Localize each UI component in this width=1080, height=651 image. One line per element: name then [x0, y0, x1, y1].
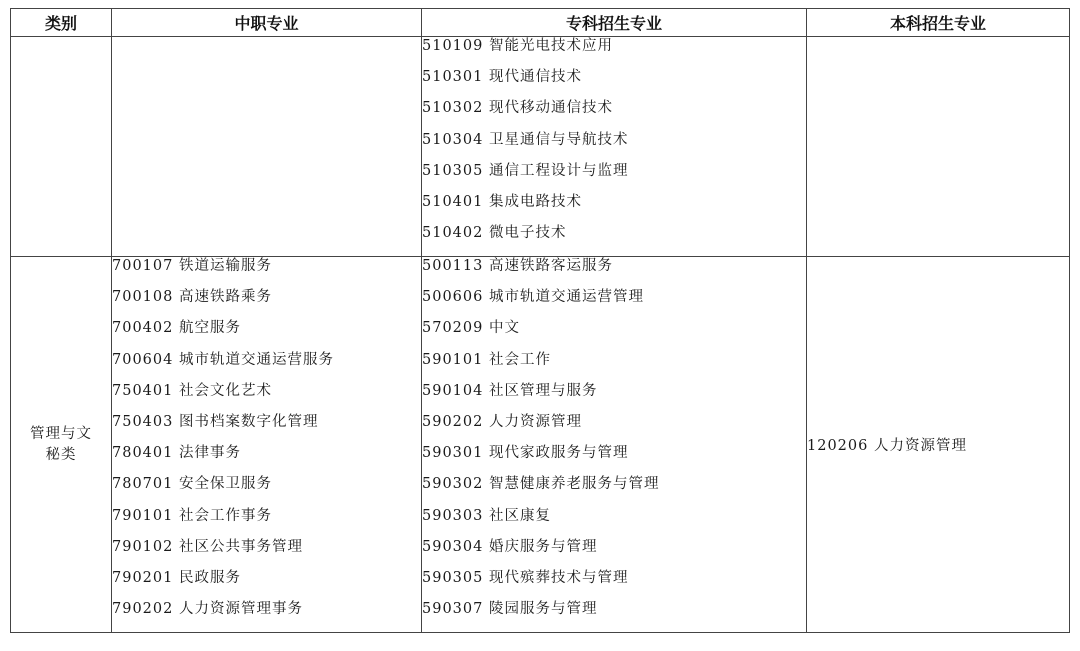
undergraduate-major-cell — [807, 37, 1070, 257]
list-item: 590202 人力资源管理 — [422, 413, 582, 430]
list-item: 590307 陵园服务与管理 — [422, 601, 598, 618]
list-item: 500113 高速铁路客运服务 — [422, 258, 613, 274]
list-item: 750401 社会文化艺术 — [112, 382, 272, 399]
secondary-major-cell — [112, 37, 422, 257]
list-item: 510305 通信工程设计与监理 — [422, 162, 629, 179]
list-item: 510109 智能光电技术应用 — [422, 38, 613, 54]
category-label-line1: 管理与文 — [30, 425, 92, 442]
list-item: 750403 图书档案数字化管理 — [112, 413, 319, 430]
list-item: 790202 人力资源管理事务 — [112, 601, 303, 618]
list-item: 590303 社区康复 — [422, 507, 551, 524]
list-item: 700107 铁道运输服务 — [112, 258, 272, 274]
list-item: 510401 集成电路技术 — [422, 193, 582, 210]
list-item: 590301 现代家政服务与管理 — [422, 445, 629, 462]
list-item: 510302 现代移动通信技术 — [422, 100, 613, 117]
header-junior-college-major: 专科招生专业 — [422, 9, 807, 37]
list-item: 780401 法律事务 — [112, 445, 241, 462]
list-item: 700108 高速铁路乘务 — [112, 289, 272, 306]
list-item: 780701 安全保卫服务 — [112, 476, 272, 493]
junior-college-major-cell — [422, 37, 807, 257]
list-item: 500606 城市轨道交通运营管理 — [422, 289, 644, 306]
list-item: 120206 人力资源管理 — [807, 438, 967, 454]
junior-college-major-cell — [422, 257, 807, 633]
table-row — [11, 257, 1070, 633]
category-label-line2: 秘类 — [45, 446, 77, 463]
list-item: 510301 现代通信技术 — [422, 69, 582, 86]
table-row — [11, 37, 1070, 257]
list-item: 570209 中文 — [422, 320, 520, 337]
header-undergraduate-major: 本科招生专业 — [807, 9, 1070, 37]
undergraduate-major-cell — [807, 257, 1070, 633]
list-item: 790101 社会工作事务 — [112, 507, 272, 524]
list-item: 700604 城市轨道交通运营服务 — [112, 351, 334, 368]
major-catalog-table — [10, 8, 1070, 633]
secondary-major-cell — [112, 257, 422, 633]
category-cell — [11, 37, 112, 257]
list-item: 590302 智慧健康养老服务与管理 — [422, 476, 660, 493]
category-cell — [11, 257, 112, 633]
list-item: 790201 民政服务 — [112, 569, 241, 586]
list-item: 700402 航空服务 — [112, 320, 241, 337]
list-item: 590304 婚庆服务与管理 — [422, 538, 598, 555]
list-item: 590305 现代殡葬技术与管理 — [422, 569, 629, 586]
list-item: 590104 社区管理与服务 — [422, 382, 598, 399]
header-secondary-major: 中职专业 — [112, 9, 422, 37]
list-item: 510402 微电子技术 — [422, 225, 567, 242]
list-item: 790102 社区公共事务管理 — [112, 538, 303, 555]
list-item: 590101 社会工作 — [422, 351, 551, 368]
header-category: 类别 — [11, 9, 112, 37]
list-item: 510304 卫星通信与导航技术 — [422, 131, 629, 148]
